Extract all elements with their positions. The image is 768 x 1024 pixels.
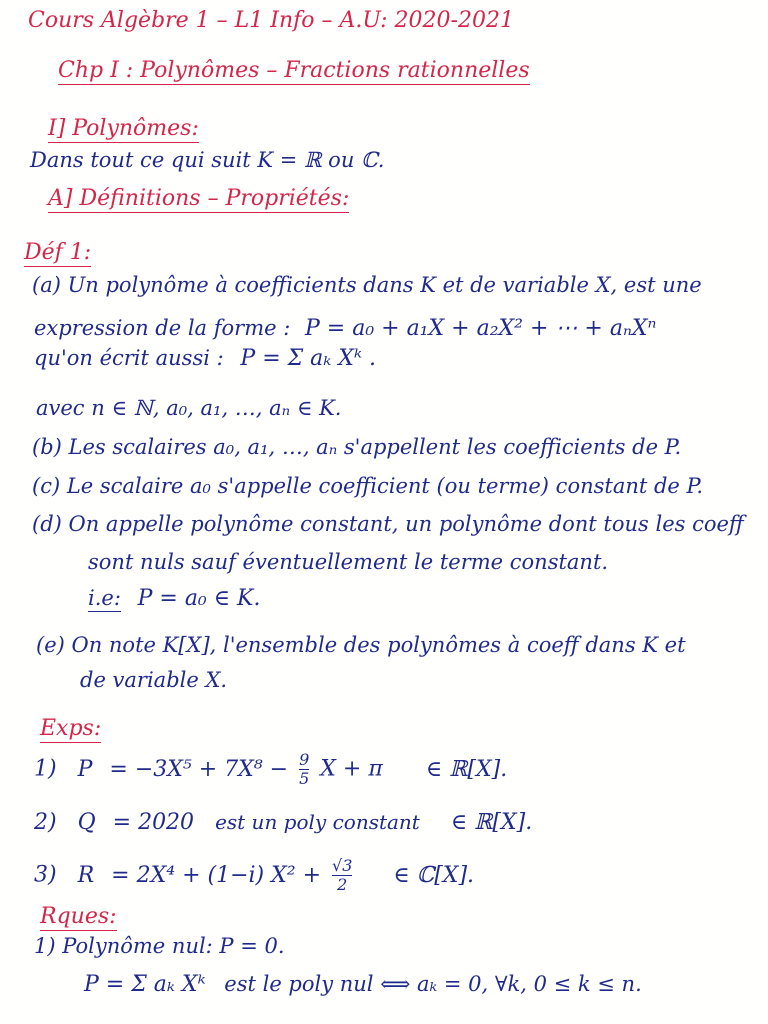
fraction-numerator: √3 (332, 856, 353, 875)
course-title: Cours Algèbre 1 – L1 Info – A.U: 2020-2021 (28, 8, 514, 33)
example-2-number: 2) (34, 810, 57, 835)
example-2-lhs: Q (77, 810, 96, 835)
example-1-rhs-end: X + π (320, 756, 383, 782)
def1-e-line2: de variable X. (80, 668, 228, 692)
example-3-lhs: R (77, 862, 95, 888)
remark-1-line2 (84, 974, 642, 996)
examples-label: Exps: (40, 716, 102, 741)
section-intro: Dans tout ce qui suit K = ℝ ou ℂ. (30, 148, 385, 172)
example-1-lhs: P (77, 756, 93, 782)
example-3-number: 3) (34, 862, 57, 888)
example-3 (34, 858, 474, 893)
example-1-set: ∈ ℝ[X]. (425, 756, 508, 782)
def1-e-line1: (e) On note K[X], l'ensemble des polynômes à coeff dans K et (36, 633, 686, 657)
remark-1-line1: 1) Polynôme nul: P = 0. (34, 934, 285, 958)
example-3-fraction (332, 858, 352, 893)
general-polynomial-formula: P = a₀ + a₁X + a₂X² + ⋯ + aₙXⁿ (304, 316, 657, 341)
def1-a-line2 (34, 318, 656, 340)
fraction-numerator: 9 (299, 750, 310, 769)
def1-a-line2-prefix: expression de la forme : (34, 316, 291, 340)
example-3-rhs-start: = 2X⁴ + (1−i) X² + (111, 862, 322, 888)
example-1-rhs-start: = −3X⁵ + 7X⁸ − (109, 756, 289, 782)
zero-polynomial-formula: P = Σ aₖ Xᵏ (84, 972, 206, 997)
ie-label: i.e: (88, 586, 121, 610)
example-2-set: ∈ ℝ[X]. (450, 810, 533, 835)
example-2-rhs: = 2020 (112, 810, 195, 835)
def1-d-line2: sont nuls sauf éventuellement le terme constant. (88, 550, 609, 574)
example-2 (34, 812, 532, 834)
fraction-denominator: 5 (299, 769, 310, 788)
zero-polynomial-condition: est le poly nul ⟺ aₖ = 0, ∀k, 0 ≤ k ≤ n. (224, 972, 642, 996)
remarks-label: Rques: (40, 904, 117, 929)
sigma-polynomial-formula: P = Σ aₖ Xᵏ . (240, 346, 376, 371)
def1-c-line: (c) Le scalaire a₀ s'appelle coefficient (ou terme) constant de P. (32, 474, 704, 498)
example-1-number: 1) (34, 756, 57, 782)
def1-a-line4: avec n ∈ ℕ, a₀, a₁, …, aₙ ∈ K. (36, 396, 342, 420)
fraction-denominator: 2 (337, 875, 348, 894)
def1-a-line3-prefix: qu'on écrit aussi : (34, 346, 224, 370)
example-3-set: ∈ ℂ[X]. (393, 862, 475, 888)
definitions-heading: A] Définitions – Propriétés: (48, 186, 350, 211)
example-1-fraction (299, 752, 309, 787)
def1-d-line3 (88, 588, 260, 610)
def1-a-line1: (a) Un polynôme à coefficients dans K et de variable X, est une (32, 273, 702, 297)
section-polynomes-heading: I] Polynômes: (48, 116, 199, 141)
def1-b-line: (b) Les scalaires a₀, a₁, …, aₙ s'appellent les coefficients de P. (32, 435, 682, 459)
example-2-comment: est un poly constant (215, 810, 420, 834)
chapter-title: Chp I : Polynômes – Fractions rationnelles (58, 58, 530, 83)
constant-polynomial-formula: P = a₀ ∈ K. (137, 586, 261, 611)
def1-label: Déf 1: (24, 240, 92, 265)
def1-d-line1: (d) On appelle polynôme constant, un polynôme dont tous les coeff (32, 512, 744, 536)
def1-a-line3 (34, 348, 376, 370)
example-1 (34, 752, 507, 787)
